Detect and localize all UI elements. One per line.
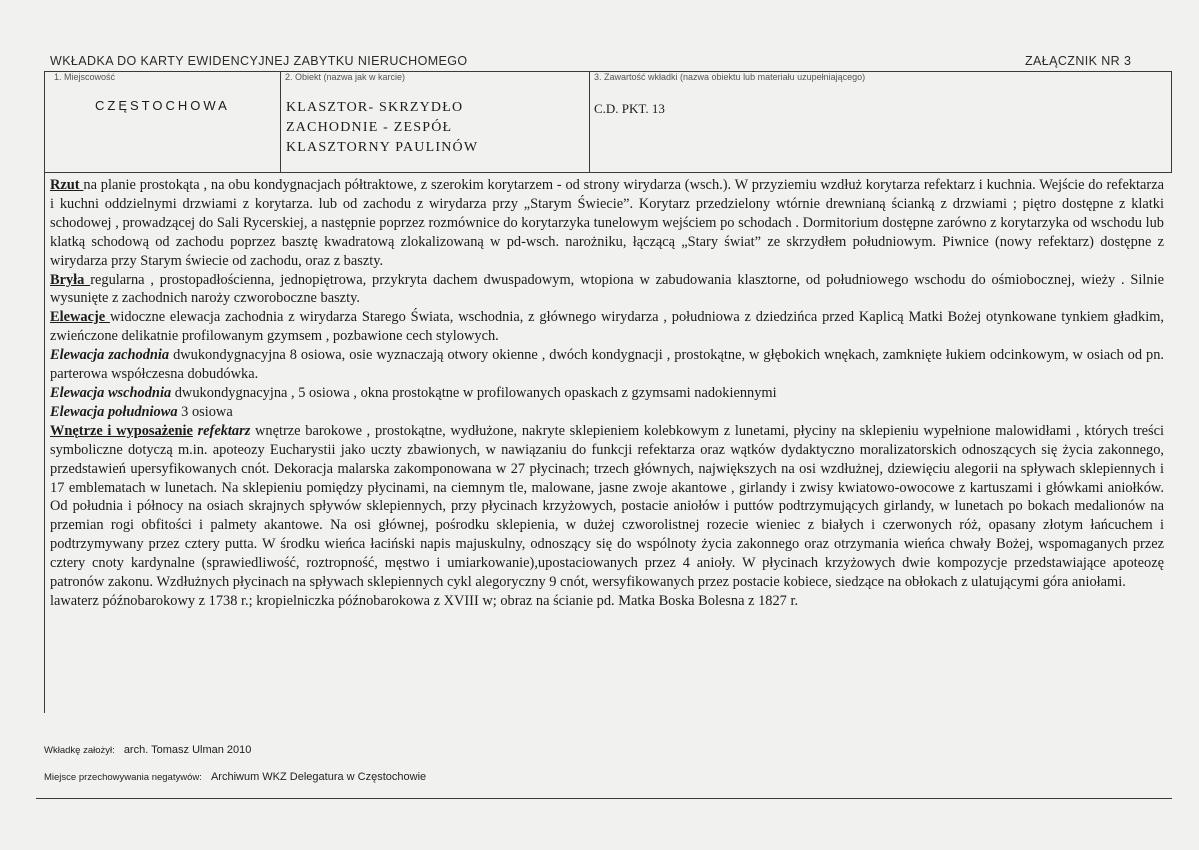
elewacje-text: widoczne elewacja zachodnia z wirydarza Starego Świata, wschodnia, z głównego wirydarza , południowa z dziedzińca przed Kaplicą Matki Bożej otynkowane tynkiem gładkim, zwieńczone delikatnie profilowanym gzymsem , pozbawione cech stylowych. bbox=[50, 309, 1164, 345]
object-line: KLASZTORNY PAULINÓW bbox=[286, 140, 479, 155]
elewacja-wschodnia-heading: Elewacja wschodnia bbox=[50, 384, 172, 401]
wnetrze-heading: Wnętrze i wyposażenie bbox=[50, 422, 193, 439]
bryla-text: regularna , prostopadłościenna, jednopiętrowa, przykryta dachem dwuspadowym, wtopiona w zabudowania klasztorne, od południowego wschodu do ośmiobocznej, wieży . Silnie wysunięte z zachodnich naroży czworoboczne baszty. bbox=[50, 271, 1164, 307]
content-value: C.D. PKT. 13 bbox=[594, 101, 665, 116]
rzut-text: na planie prostokąta , na obu kondygnacjach półtraktowe, z szerokim korytarzem - od strony wirydarza (wsch.). W przyziemiu wzdłuż korytarza refektarz i kuchnia. Wejście do refektarza i kuchni oddzielnymi drzwiami z korytarza. lub od zachodu z wirydarza przy „Starym Świecie”. Korytarz przedzielony wtórnie drewnianą ścianką z drzwiami ; piętro dostępne z klatki schodowej , prowadzącej do Sali Rycerskiej, a następnie poprzez rozmównice do korytarzyka tunelowym wejściem po schodach . Dormitorium dostępne zarówno z korytarzyka od wschodu lub klatką schodową od zachodu poprzez basztę kwadratową zlokalizowaną w pd-wsch. narożniku, łączącą „Stary świat” ze skrzydłem południowym. Piwnice (nowy refektarz) dostępne z wirydarza przy Starym świecie od zachodu, oraz z baszty. bbox=[50, 177, 1164, 269]
author-value: arch. Tomasz Ulman 2010 bbox=[123, 744, 252, 756]
divider-2 bbox=[589, 71, 590, 172]
elewacje-paragraph bbox=[50, 308, 1164, 346]
storage-label: Miejsce przechowywania negatywów: bbox=[44, 772, 202, 783]
document-title: WKŁADKA DO KARTY EWIDENCYJNEJ ZABYTKU NIERUCHOMEGO bbox=[50, 54, 468, 68]
right-border bbox=[1171, 71, 1172, 172]
elewacja-wschodnia-paragraph bbox=[50, 384, 1164, 403]
refektarz-heading: refektarz bbox=[192, 422, 251, 439]
rzut-heading: Rzut bbox=[50, 177, 84, 193]
object-value bbox=[286, 98, 586, 158]
rzut-paragraph bbox=[50, 176, 1164, 271]
elewacja-zachodnia-heading: Elewacja zachodnia bbox=[50, 347, 170, 364]
bryla-heading: Bryła bbox=[50, 271, 91, 288]
left-border bbox=[44, 71, 45, 713]
place-label: 1. Miejscowość bbox=[54, 72, 116, 82]
place-value: CZĘSTOCHOWA bbox=[95, 98, 230, 113]
annex-number: ZAŁĄCZNIK NR 3 bbox=[1025, 54, 1132, 68]
elewacje-heading: Elewacje bbox=[50, 309, 110, 326]
elewacja-zachodnia-paragraph bbox=[50, 346, 1164, 384]
divider-1 bbox=[280, 71, 281, 172]
author-label: Wkładkę założył: bbox=[44, 745, 115, 756]
author-line bbox=[44, 744, 251, 756]
object-line: KLASZTOR- SKRZYDŁO bbox=[286, 100, 464, 115]
object-line: ZACHODNIE - ZESPÓŁ bbox=[286, 120, 453, 135]
elewacja-poludniowa-text: 3 osiowa bbox=[177, 403, 233, 420]
elewacja-poludniowa-heading: Elewacja południowa bbox=[50, 403, 178, 420]
fields-bottom-rule bbox=[44, 172, 1172, 173]
storage-value: Archiwum WKZ Delegatura w Częstochowie bbox=[210, 771, 427, 783]
description-body bbox=[50, 176, 1164, 611]
lawaterz-paragraph: lawaterz późnobarokowy z 1738 r.; kropielniczka późnobarokowa z XVIII w; obraz na ścianie pd. Matka Boska Bolesna z 1827 r. bbox=[50, 592, 799, 609]
wnetrze-paragraph bbox=[50, 422, 1164, 592]
elewacja-poludniowa-paragraph bbox=[50, 403, 1164, 422]
elewacja-wschodnia-text: dwukondygnacyjna , 5 osiowa , okna prostokątne w profilowanych opaskach z gzymsami nadokiennymi bbox=[171, 384, 777, 401]
footer-rule bbox=[36, 798, 1172, 799]
object-label: 2. Obiekt (nazwa jak w karcie) bbox=[285, 72, 406, 82]
elewacja-zachodnia-text: dwukondygnacyjna 8 osiowa, osie wyznaczają otwory okienne , dwóch kondygnacji , prostokątne, w głębokich wnękach, zamknięte łukiem odcinkowym, w osiach od pn. parterowa współczesna dobudówka. bbox=[50, 347, 1164, 383]
content-label: 3. Zawartość wkładki (nazwa obiektu lub materiału uzupełniającego) bbox=[594, 72, 866, 82]
wnetrze-text: wnętrze barokowe , prostokątne, wydłużone, nakryte sklepieniem kolebkowym z lunetami, płyciny na sklepieniu wypełnione malowidłami , których treści symboliczne dotyczą m.in. apoteozy Eucharystii jako uczty zbawionych, w nawiązaniu do funkcji refektarza oraz wątków dydaktyczno moralizatorskich odnoszących się życia zakonnego, przedstawień upersyfikowanych cnót. Dekoracja malarska zakomponowana w 27 płycinach; trzech głównych, największych na osi wzdłużnej, dziewięciu alegorii na spływach sklepiennych i 17 emblematach w lunetach. Na sklepieniu pomiędzy płycinami, na ciemnym tle, malowane, jasne zwoje akantowe , girlandy i zwisy kwiatowo-owocowe z kartuszami i główkami aniołków. Od południa i północy na osiach skrajnych spływów sklepiennych, przy płycinach krzyżowych, postacie aniołów i puttów podtrzymujących girlandy, w lunetach po bokach medalionów na przemian rogi obfitości i palmety akantowe. Na osi głównej, pośrodku sklepienia, w dużej czworolistnej rozecie wieniec z białych i czerwonych róż, opasany złotym łańcuchem i podtrzymywany przez cztery putta. W środku wieńca łaciński napis majuskulny, odnoszący się do wspólnoty życia zakonnego oraz otrzymania wieńca chwały Bożej, wspomaganych przez cztery cnoty kardynalne (sprawiedliwość, roztropność, męstwo i umiarkowanie),upostaciowanych przez 4 anioły. W płycinach krzyżowych dwie kompozycje przedstawiające apoteozę patronów zakonu. Wzdłużnych płycinach na spływach sklepiennych cykl alegoryczny 9 cnót, wersyfikowanych przez postacie kobiece, siedzące na obłokach z ulatującymi góra aniołami. bbox=[50, 422, 1164, 591]
bryla-paragraph bbox=[50, 271, 1164, 309]
storage-line bbox=[44, 771, 426, 783]
